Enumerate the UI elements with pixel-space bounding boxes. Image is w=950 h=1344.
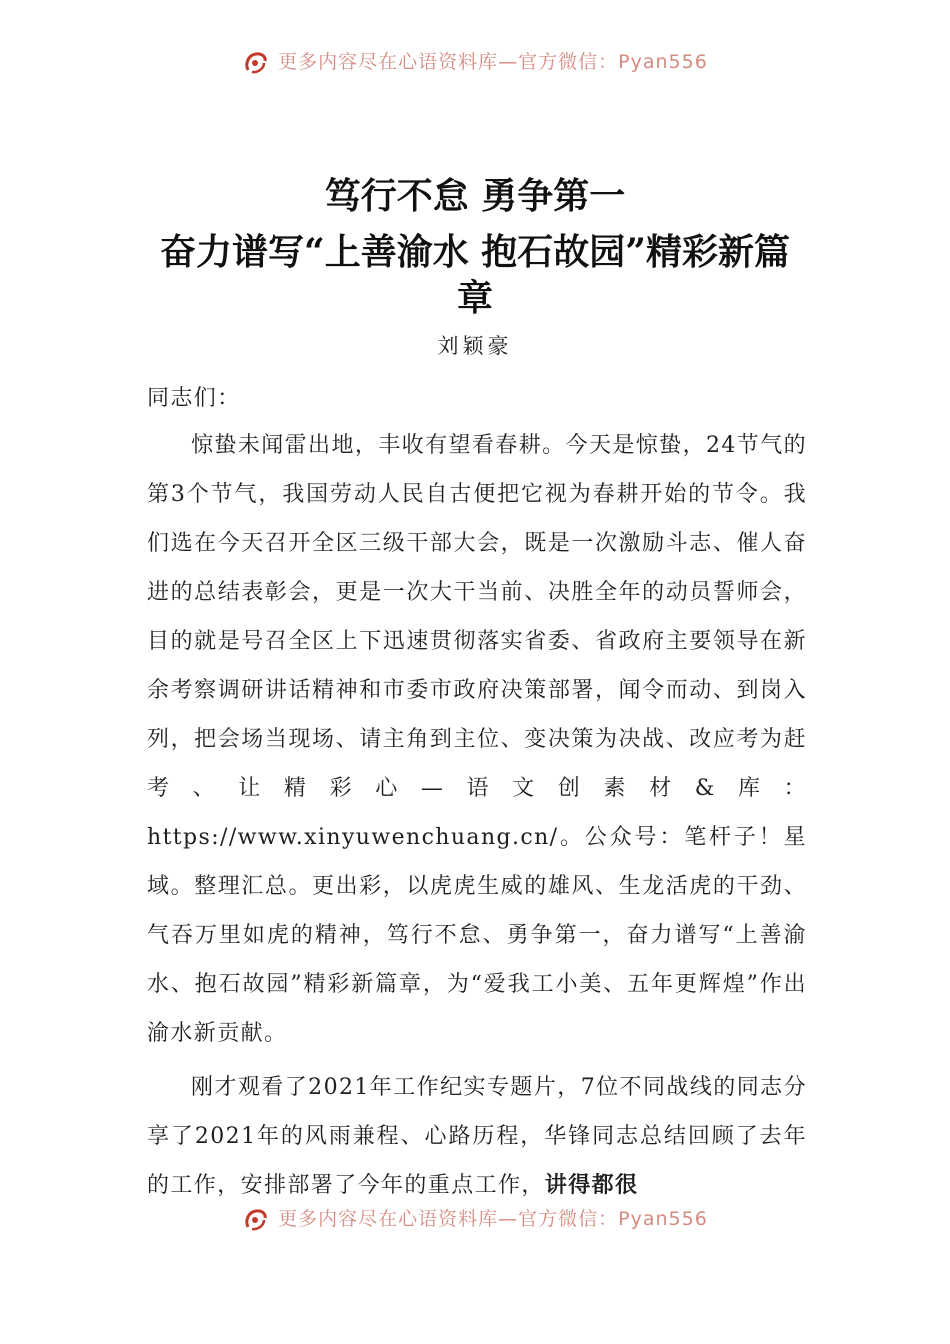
brand-logo-icon <box>242 48 270 76</box>
salutation: 同志们： <box>147 386 241 411</box>
watermark-text: 更多内容尽在心语资料库—官方微信：Pyan556 <box>278 51 708 73</box>
brand-logo-icon <box>242 1205 270 1233</box>
paragraph-2-bold-text: 讲得都很 <box>544 1172 639 1198</box>
author-name: 刘颖豪 <box>437 334 513 358</box>
paragraph-2 <box>147 1063 807 1210</box>
paragraph-2-text: 刚才观看了2021年工作纪实专题片，7位不同战线的同志分享了2021年的风雨兼程、心路历程，华锋同志总结回顾了去年的工作，安排部署了今年的重点工作， <box>147 1075 807 1198</box>
title-line-2: 奋力谱写“上善渝水 抱石故园”精彩新篇 <box>160 231 790 273</box>
watermark-text: 更多内容尽在心语资料库—官方微信：Pyan556 <box>278 1208 708 1230</box>
footer-watermark <box>0 1205 950 1239</box>
paragraph-1: 惊蛰未闻雷出地，丰收有望看春耕。今天是惊蛰，24节气的第3个节气，我国劳动人民自古便把它视为春耕开始的节令。我们选在今天召开全区三级干部大会，既是一次激励斗志、催人奋进的总结表彰会，更是一次大干当前、决胜全年的动员誓师会，目的就是号召全区上下迅速贯彻落实省委、省政府主要领导在新余考察调研讲话精神和市委市政府决策部署，闻令而动、到岗入列，把会场当现场、请主角到主位、变决策为决战、改应考为赶考、让精彩心—语文创素材&库：https://www.xinyuwenchuang.cn/。公众号：笔杆子！星域。整理汇总。更出彩，以虎虎生威的雄风、生龙活虎的干劲、气吞万里如虎的精神，笃行不怠、勇争第一，奋力谱写“上善渝水、抱石故园”精彩新篇章，为“爱我工小美、五年更辉煌”作出渝水新贡献。 <box>147 433 807 1046</box>
title-line-1: 笃行不怠 勇争第一 <box>324 175 626 217</box>
title-line-3: 章 <box>456 277 493 319</box>
header-watermark <box>0 48 950 82</box>
